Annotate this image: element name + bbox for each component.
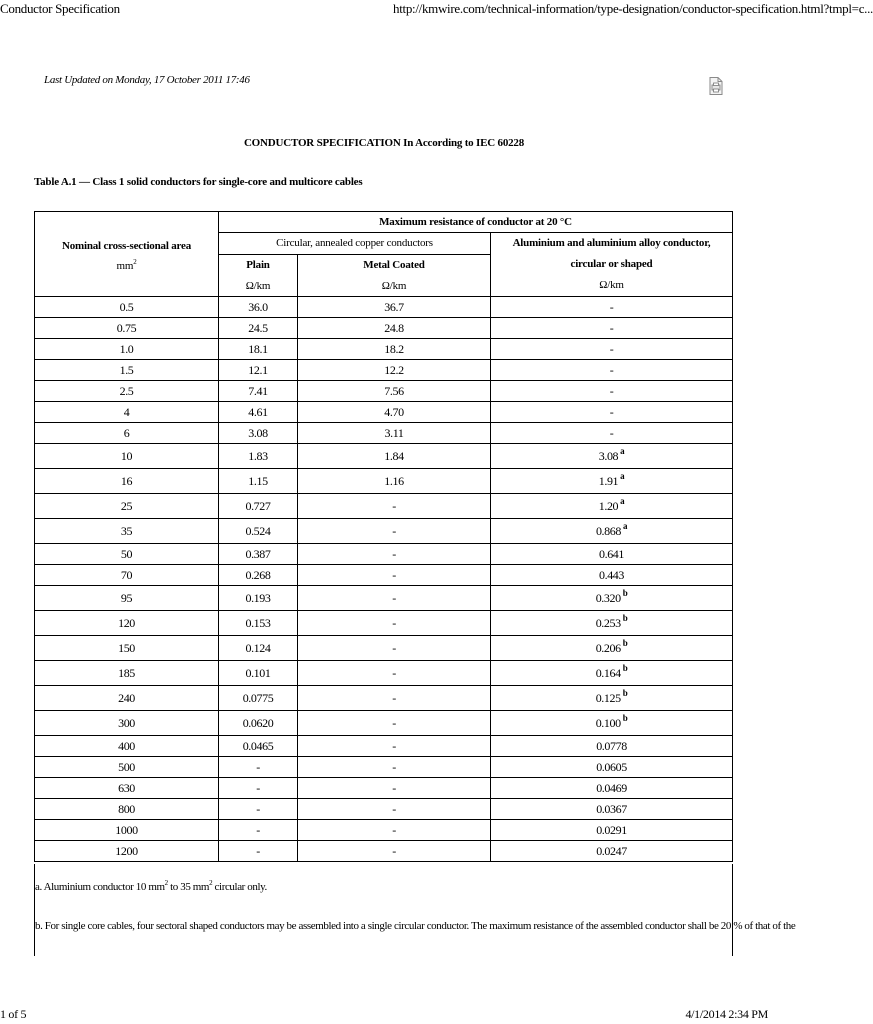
- footnote-marker: a: [620, 495, 625, 506]
- conductor-spec-table: [34, 211, 733, 862]
- plain-cell: 0.0465: [219, 736, 298, 757]
- metal-coated-cell: -: [298, 565, 491, 586]
- plain-cell: -: [219, 757, 298, 778]
- area-cell: 50: [35, 544, 219, 565]
- aluminium-cell: 0.253 $^b$: [491, 611, 733, 636]
- plain-cell: 0.387: [219, 544, 298, 565]
- aluminium-cell: -: [491, 297, 733, 318]
- plain-cell: 4.61: [219, 402, 298, 423]
- aluminium-header-line1: Aluminium and aluminium alloy conductor,: [512, 237, 711, 249]
- plain-cell: 0.268: [219, 565, 298, 586]
- plain-cell: 18.1: [219, 339, 298, 360]
- plain-cell: -: [219, 820, 298, 841]
- aluminium-cell: -: [491, 318, 733, 339]
- aluminium-cell: 0.0778: [491, 736, 733, 757]
- aluminium-cell: 0.0367: [491, 799, 733, 820]
- area-cell: 120: [35, 611, 219, 636]
- plain-cell: 0.124: [219, 636, 298, 661]
- table-row: [35, 360, 733, 381]
- area-cell: 95: [35, 586, 219, 611]
- table-row: [35, 799, 733, 820]
- plain-cell: 24.5: [219, 318, 298, 339]
- area-cell: 150: [35, 636, 219, 661]
- aluminium-cell: 0.641: [491, 544, 733, 565]
- metal-coated-cell: -: [298, 636, 491, 661]
- aluminium-cell: 0.125 $^b$: [491, 686, 733, 711]
- metal-coated-cell: -: [298, 711, 491, 736]
- table-row: [35, 469, 733, 494]
- table-row: [35, 820, 733, 841]
- metal-coated-cell: -: [298, 799, 491, 820]
- print-icon[interactable]: [709, 77, 723, 95]
- aluminium-cell: 0.164 $^b$: [491, 661, 733, 686]
- aluminium-cell: 1.91 $^a$: [491, 469, 733, 494]
- table-row: [35, 636, 733, 661]
- area-cell: 25: [35, 494, 219, 519]
- metal-coated-cell: -: [298, 686, 491, 711]
- plain-cell: 0.524: [219, 519, 298, 544]
- metal-coated-cell: -: [298, 736, 491, 757]
- aluminium-cell: 0.0605: [491, 757, 733, 778]
- aluminium-header: [491, 233, 733, 297]
- area-cell: 70: [35, 565, 219, 586]
- metal-coated-cell: 18.2: [298, 339, 491, 360]
- metal-coated-cell: 1.84: [298, 444, 491, 469]
- plain-cell: 36.0: [219, 297, 298, 318]
- table-row: [35, 339, 733, 360]
- metal-coated-cell: 7.56: [298, 381, 491, 402]
- area-cell: 400: [35, 736, 219, 757]
- footnote-marker: a: [620, 470, 625, 481]
- plain-cell: -: [219, 778, 298, 799]
- print-header-title: Conductor Specification: [0, 1, 120, 16]
- area-cell: 1200: [35, 841, 219, 862]
- metal-coated-cell: -: [298, 757, 491, 778]
- area-cell: 240: [35, 686, 219, 711]
- area-cell: 300: [35, 711, 219, 736]
- footnotes: [34, 864, 796, 956]
- plain-cell: 0.0775: [219, 686, 298, 711]
- aluminium-cell: -: [491, 360, 733, 381]
- area-cell: 0.75: [35, 318, 219, 339]
- area-cell: 500: [35, 757, 219, 778]
- metal-coated-cell: -: [298, 841, 491, 862]
- plain-header: Plain: [219, 254, 298, 275]
- aluminium-cell: 0.206 $^b$: [491, 636, 733, 661]
- aluminium-unit: Ω/km: [599, 279, 624, 291]
- plain-cell: 0.727: [219, 494, 298, 519]
- last-updated: Last Updated on Monday, 17 October 2011 17:46: [44, 74, 250, 86]
- metal-coated-cell: -: [298, 661, 491, 686]
- table-row: [35, 736, 733, 757]
- table-row: [35, 444, 733, 469]
- plain-cell: 0.153: [219, 611, 298, 636]
- metal-coated-cell: -: [298, 544, 491, 565]
- page-number: 1 of 5: [0, 1007, 27, 1021]
- metal-coated-cell: 4.70: [298, 402, 491, 423]
- aluminium-cell: -: [491, 381, 733, 402]
- document-title: CONDUCTOR SPECIFICATION In According to IEC 60228: [243, 137, 525, 149]
- table-row: [35, 757, 733, 778]
- aluminium-cell: 1.20 $^a$: [491, 494, 733, 519]
- plain-unit: Ω/km: [219, 275, 298, 296]
- table-row: [35, 423, 733, 444]
- plain-cell: 1.15: [219, 469, 298, 494]
- table-row: [35, 544, 733, 565]
- plain-cell: 1.83: [219, 444, 298, 469]
- footnote-a: a. Aluminium conductor 10 $mm^2$ to 35 $mm^2$ circular only.: [35, 879, 267, 893]
- footnote-marker: b: [622, 687, 628, 698]
- metal-coated-cell: 36.7: [298, 297, 491, 318]
- area-cell: 185: [35, 661, 219, 686]
- aluminium-cell: -: [491, 423, 733, 444]
- footnote-marker: a: [622, 520, 628, 531]
- table-body: [35, 297, 733, 862]
- metal-coated-header: Metal Coated: [298, 254, 491, 275]
- area-cell: 800: [35, 799, 219, 820]
- table-row: [35, 778, 733, 799]
- aluminium-cell: 0.100 $^b$: [491, 711, 733, 736]
- footnote-marker: b: [622, 662, 628, 673]
- metal-coated-cell: -: [298, 586, 491, 611]
- table-caption: Table A.1 — Class 1 solid conductors for single-core and multicore cables: [34, 176, 363, 188]
- table-row: [35, 519, 733, 544]
- print-datetime: 4/1/2014 2:34 PM: [685, 1007, 768, 1021]
- area-cell: 1.5: [35, 360, 219, 381]
- aluminium-cell: 0.0469: [491, 778, 733, 799]
- plain-cell: -: [219, 799, 298, 820]
- metal-coated-cell: 12.2: [298, 360, 491, 381]
- table-row: [35, 586, 733, 611]
- footnote-marker: b: [622, 637, 628, 648]
- table-row: [35, 402, 733, 423]
- max-resistance-header: Maximum resistance of conductor at 20 °C: [219, 212, 733, 233]
- table-row: [35, 611, 733, 636]
- plain-cell: 12.1: [219, 360, 298, 381]
- area-cell: 1000: [35, 820, 219, 841]
- table-row: [35, 318, 733, 339]
- footnote-marker: a: [620, 445, 625, 456]
- plain-cell: 0.101: [219, 661, 298, 686]
- aluminium-cell: -: [491, 402, 733, 423]
- nominal-area-label: Nominal cross-sectional area: [61, 240, 192, 252]
- metal-coated-cell: -: [298, 519, 491, 544]
- table-row: [35, 686, 733, 711]
- aluminium-cell: 0.0291: [491, 820, 733, 841]
- area-cell: 16: [35, 469, 219, 494]
- nominal-area-unit: $mm^2$: [116, 258, 137, 272]
- plain-cell: -: [219, 841, 298, 862]
- copper-group-header: Circular, annealed copper conductors: [219, 233, 491, 255]
- table-row: [35, 841, 733, 862]
- plain-cell: 0.193: [219, 586, 298, 611]
- plain-cell: 7.41: [219, 381, 298, 402]
- area-cell: 4: [35, 402, 219, 423]
- print-header-url: http://kmwire.com/technical-information/type-designation/conductor-specification.html?tmpl=c...: [393, 1, 873, 16]
- metal-coated-cell: -: [298, 778, 491, 799]
- table-row: [35, 494, 733, 519]
- nominal-area-header: [35, 212, 219, 297]
- table-row: [35, 711, 733, 736]
- aluminium-cell: 0.443: [491, 565, 733, 586]
- footnote-b: b. For single core cables, four sectoral shaped conductors may be assembled into a single circular conductor. The maximum resistance of the assembled conductor shall be 20 % of that of the: [35, 920, 796, 932]
- metal-coated-cell: 24.8: [298, 318, 491, 339]
- table-row: [35, 565, 733, 586]
- aluminium-cell: 3.08 $^a$: [491, 444, 733, 469]
- footnote-marker: b: [622, 612, 628, 623]
- metal-coated-cell: -: [298, 820, 491, 841]
- footnote-marker: b: [622, 712, 628, 723]
- plain-cell: 3.08: [219, 423, 298, 444]
- metal-coated-unit: Ω/km: [298, 275, 491, 296]
- area-cell: 630: [35, 778, 219, 799]
- area-cell: 1.0: [35, 339, 219, 360]
- table-row: [35, 661, 733, 686]
- metal-coated-cell: 3.11: [298, 423, 491, 444]
- area-cell: 6: [35, 423, 219, 444]
- area-cell: 2.5: [35, 381, 219, 402]
- table-row: [35, 297, 733, 318]
- area-cell: 0.5: [35, 297, 219, 318]
- aluminium-cell: 0.320 $^b$: [491, 586, 733, 611]
- metal-coated-cell: -: [298, 494, 491, 519]
- table-row: [35, 381, 733, 402]
- area-cell: 35: [35, 519, 219, 544]
- footnote-marker: b: [622, 587, 628, 598]
- aluminium-header-line2: circular or shaped: [570, 258, 653, 270]
- metal-coated-cell: -: [298, 611, 491, 636]
- metal-coated-cell: 1.16: [298, 469, 491, 494]
- aluminium-cell: -: [491, 339, 733, 360]
- aluminium-cell: 0.868 $^a$: [491, 519, 733, 544]
- aluminium-cell: 0.0247: [491, 841, 733, 862]
- plain-cell: 0.0620: [219, 711, 298, 736]
- area-cell: 10: [35, 444, 219, 469]
